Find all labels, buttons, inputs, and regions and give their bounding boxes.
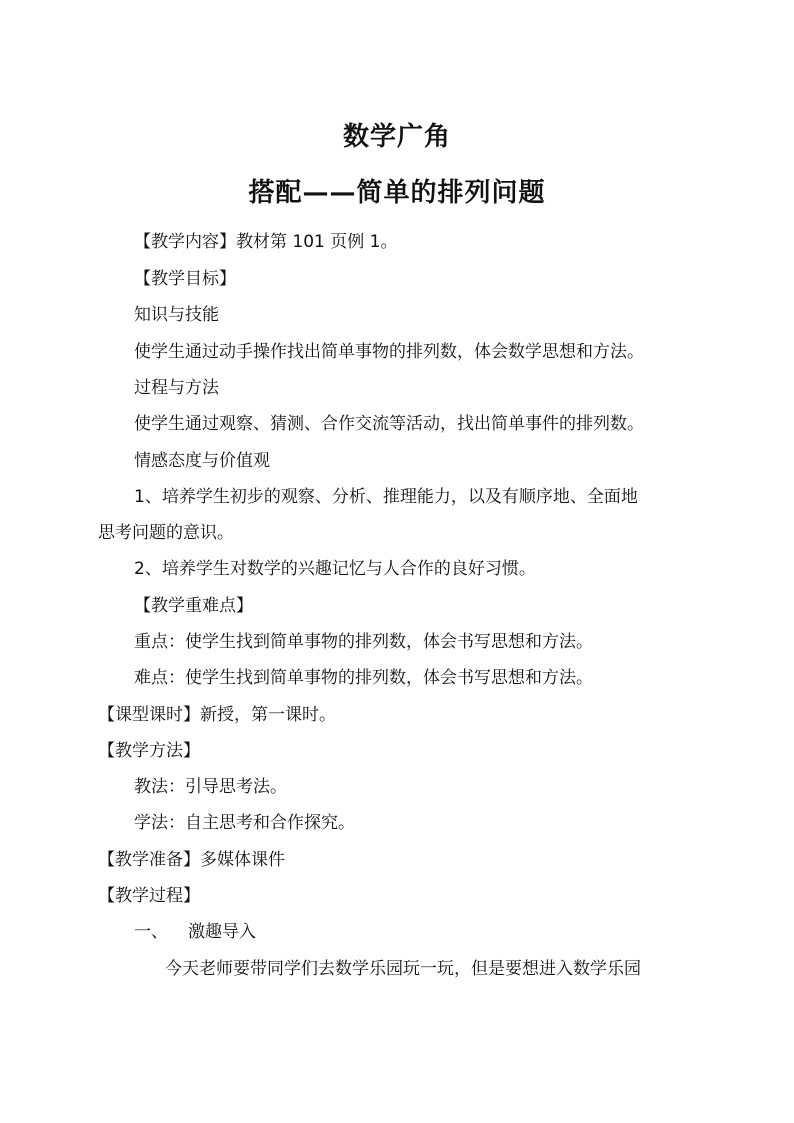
process-step-one	[134, 921, 256, 943]
emotion-values-item-2: 2、培养学生对数学的兴趣记忆与人合作的良好习惯。	[134, 559, 536, 579]
learning-method-text: 学法：自主思考和合作探究。	[134, 813, 355, 833]
knowledge-skills-heading: 知识与技能	[134, 305, 219, 325]
intro-paragraph: 今天老师要带同学们去数学乐园玩一玩，但是要想进入数学乐园	[165, 959, 641, 979]
teaching-content-line: 【教学内容】教材第 101 页例 1。	[134, 232, 398, 252]
process-method-heading: 过程与方法	[134, 378, 219, 398]
lesson-type-line: 【课型课时】新授，第一课时。	[98, 705, 336, 725]
teaching-prep-line: 【教学准备】多媒体课件	[98, 850, 285, 870]
emotion-values-heading: 情感态度与价值观	[134, 451, 270, 471]
knowledge-skills-text: 使学生通过动手操作找出简单事物的排列数，体会数学思想和方法。	[134, 342, 644, 362]
step-number: 一、	[134, 922, 168, 942]
emotion-values-item-1-cont: 思考问题的意识。	[98, 523, 234, 543]
key-point-text: 重点：使学生找到简单事物的排列数，体会书写思想和方法。	[134, 632, 593, 652]
teaching-method-text: 教法：引导思考法。	[134, 777, 287, 797]
process-method-text: 使学生通过观察、猜测、合作交流等活动，找出简单事件的排列数。	[134, 414, 644, 434]
teaching-goals-heading: 【教学目标】	[134, 269, 236, 289]
difficult-point-text: 难点：使学生找到简单事物的排列数，体会书写思想和方法。	[134, 668, 593, 688]
teaching-method-heading: 【教学方法】	[98, 741, 200, 761]
step-label: 激趣导入	[188, 922, 256, 942]
document-title: 数学广角	[342, 122, 451, 152]
teaching-process-heading: 【教学过程】	[98, 886, 200, 906]
emotion-values-item-1: 1、培养学生初步的观察、分析、推理能力，以及有顺序地、全面地	[134, 487, 638, 507]
key-difficult-heading: 【教学重难点】	[134, 596, 253, 616]
document-subtitle: 搭配——简单的排列问题	[248, 178, 546, 208]
